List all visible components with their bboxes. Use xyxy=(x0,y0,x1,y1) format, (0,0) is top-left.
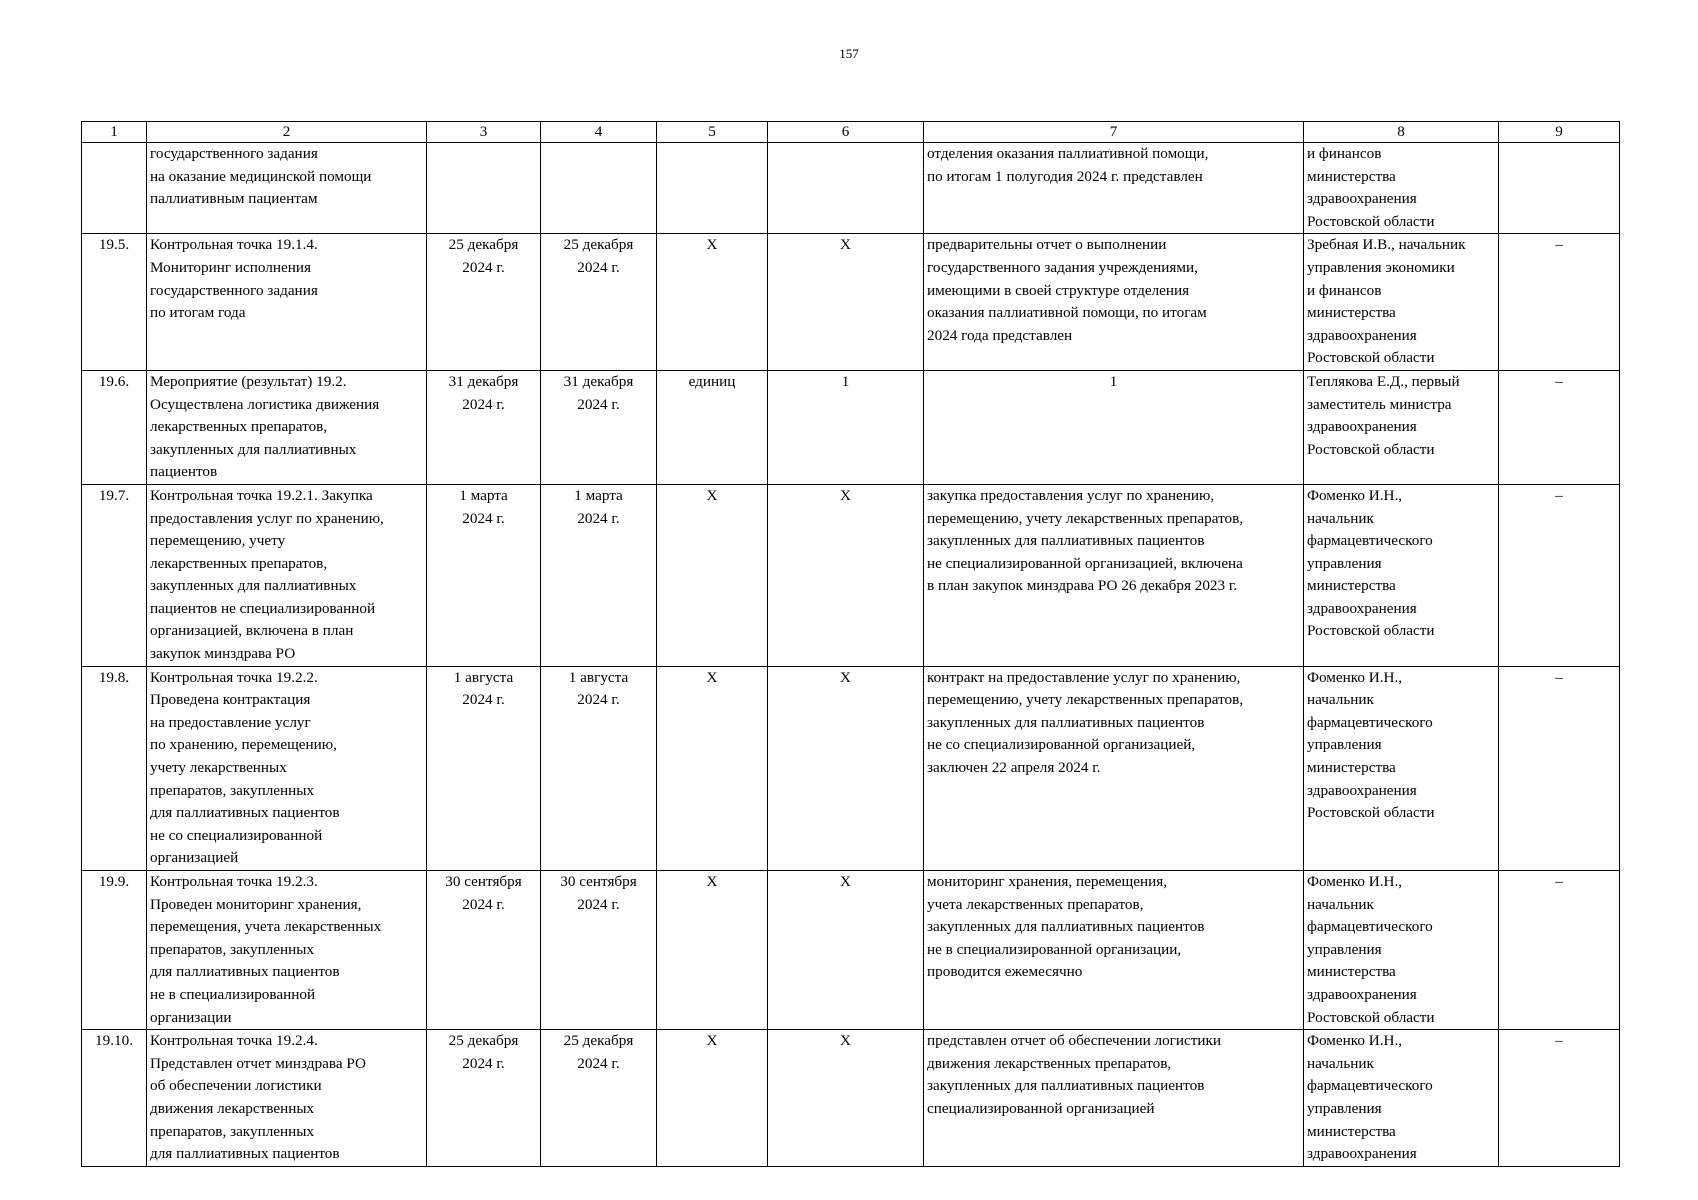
cell-line: движения лекарственных xyxy=(150,1099,315,1117)
value-cell: 1 xyxy=(768,370,924,484)
cell-line: 2024 г. xyxy=(577,691,620,709)
activity-name-cell xyxy=(147,1030,427,1167)
cell-line: движения лекарственных препаратов, xyxy=(927,1054,1172,1072)
cell-line: фармацевтического xyxy=(1307,918,1433,936)
cell-line: фармацевтического xyxy=(1307,1077,1433,1095)
cell-line: не в специализированной организации, xyxy=(927,940,1182,958)
cell-line: 2024 г. xyxy=(462,895,505,913)
responsible-person-cell xyxy=(1304,370,1499,484)
cell-line: закупленных для паллиативных xyxy=(150,440,357,458)
cell-line: организации xyxy=(150,1008,232,1026)
cell-line: препаратов, закупленных xyxy=(150,1122,315,1140)
cell-line: для паллиативных пациентов xyxy=(150,1145,340,1163)
cell-line: 31 декабря xyxy=(448,372,519,390)
cell-line: контракт на предоставление услуг по хранению, xyxy=(927,668,1241,686)
cell-line: 2024 г. xyxy=(462,509,505,527)
table-row xyxy=(82,1030,1620,1167)
cell-line: в план закупок минздрава РО 26 декабря 2023 г. xyxy=(927,577,1238,595)
start-date-cell xyxy=(427,666,541,870)
cell-line: здравоохранения xyxy=(1307,190,1417,208)
cell-line: лекарственных препаратов, xyxy=(150,418,328,436)
value-cell xyxy=(768,143,924,234)
cell-line: 2024 г. xyxy=(577,509,620,527)
column-header: 9 xyxy=(1499,122,1620,143)
value-cell: Х xyxy=(768,666,924,870)
table-body xyxy=(82,143,1620,1167)
cell-line: для паллиативных пациентов xyxy=(150,804,340,822)
cell-line: Контрольная точка 19.2.2. xyxy=(150,668,318,686)
activity-name-cell xyxy=(147,143,427,234)
cell-line: специализированной организацией xyxy=(927,1099,1155,1117)
cell-line: министерства xyxy=(1307,167,1396,185)
column-header: 5 xyxy=(657,122,768,143)
row-number-cell: 19.10. xyxy=(82,1030,147,1167)
result-description-cell xyxy=(924,143,1304,234)
cell-line: 2024 г. xyxy=(462,395,505,413)
cell-line: и финансов xyxy=(1307,145,1382,162)
cell-line: проводится ежемесячно xyxy=(927,963,1083,981)
cell-line: закупок минздрава РО xyxy=(150,645,296,663)
note-cell: – xyxy=(1499,666,1620,870)
cell-line: 25 декабря xyxy=(448,236,519,254)
cell-line: закупленных для паллиативных пациентов xyxy=(927,713,1205,731)
row-number-cell: 19.8. xyxy=(82,666,147,870)
cell-line: здравоохранения xyxy=(1307,781,1417,799)
cell-line: 30 сентября xyxy=(445,873,522,890)
start-date-cell xyxy=(427,143,541,234)
row-number-cell: 19.6. xyxy=(82,370,147,484)
cell-line: не в специализированной xyxy=(150,985,316,1003)
unit-cell: Х xyxy=(657,1030,768,1167)
page-number: 157 xyxy=(839,46,859,61)
cell-line: Зребная И.В., начальник xyxy=(1307,236,1466,254)
cell-line: по итогам года xyxy=(150,304,246,322)
cell-line: заместитель министра xyxy=(1307,395,1452,413)
cell-line: и финансов xyxy=(1307,281,1382,299)
unit-cell: Х xyxy=(657,666,768,870)
cell-line: перемещению, учету xyxy=(150,532,286,550)
cell-line: государственного задания xyxy=(150,145,318,162)
cell-line: Фоменко И.Н., xyxy=(1307,873,1403,890)
start-date-cell xyxy=(427,234,541,371)
cell-line: оказания паллиативной помощи, по итогам xyxy=(927,304,1207,322)
cell-line: закупленных для паллиативных пациентов xyxy=(927,532,1205,550)
cell-line: Ростовской области xyxy=(1307,622,1435,640)
cell-line: Фоменко И.Н., xyxy=(1307,668,1403,686)
cell-line: не со специализированной организацией, xyxy=(927,736,1196,754)
value-cell: Х xyxy=(768,1030,924,1167)
cell-line: не специализированной организацией, включена xyxy=(927,554,1243,572)
start-date-cell xyxy=(427,370,541,484)
cell-line: 1 xyxy=(1109,372,1118,390)
value-cell: Х xyxy=(768,871,924,1030)
cell-line: 2024 г. xyxy=(577,258,620,276)
cell-line: Ростовской области xyxy=(1307,804,1435,822)
activity-name-cell xyxy=(147,666,427,870)
cell-line: государственного задания учреждениями, xyxy=(927,258,1198,276)
activity-name-cell xyxy=(147,234,427,371)
cell-line: фармацевтического xyxy=(1307,713,1433,731)
cell-line: имеющими в своей структуре отделения xyxy=(927,281,1190,299)
unit-cell: единиц xyxy=(657,370,768,484)
cell-line: организацией, включена в план xyxy=(150,622,354,640)
cell-line: 1 марта xyxy=(459,486,508,504)
cell-line: 30 сентября xyxy=(560,873,637,890)
cell-line: по хранению, перемещению, xyxy=(150,736,337,754)
cell-line: Контрольная точка 19.2.4. xyxy=(150,1032,318,1050)
cell-line: управления xyxy=(1307,736,1382,754)
result-description-cell xyxy=(924,871,1304,1030)
cell-line: заключен 22 апреля 2024 г. xyxy=(927,759,1101,777)
cell-line: на оказание медицинской помощи xyxy=(150,167,372,185)
cell-line: 31 декабря xyxy=(563,372,634,390)
column-header: 8 xyxy=(1304,122,1499,143)
cell-line: министерства xyxy=(1307,759,1396,777)
cell-line: Ростовской области xyxy=(1307,440,1435,458)
cell-line: здравоохранения xyxy=(1307,1145,1417,1163)
unit-cell: Х xyxy=(657,234,768,371)
cell-line: предварительны отчет о выполнении xyxy=(927,236,1167,254)
cell-line: 2024 г. xyxy=(462,258,505,276)
cell-line: начальник xyxy=(1307,691,1374,709)
cell-line: 2024 г. xyxy=(577,895,620,913)
cell-line: Представлен отчет минздрава РО xyxy=(150,1054,366,1072)
cell-line: закупленных для паллиативных пациентов xyxy=(927,918,1205,936)
row-number-cell xyxy=(82,143,147,234)
result-description-cell xyxy=(924,666,1304,870)
cell-line: перемещению, учету лекарственных препаратов, xyxy=(927,691,1244,709)
table-row xyxy=(82,234,1620,371)
result-description-cell xyxy=(924,484,1304,666)
cell-line: Фоменко И.Н., xyxy=(1307,1032,1403,1050)
cell-line: перемещению, учету лекарственных препаратов, xyxy=(927,509,1244,527)
cell-line: 2024 г. xyxy=(577,395,620,413)
activity-name-cell xyxy=(147,484,427,666)
cell-line: пациентов не специализированной xyxy=(150,599,376,617)
cell-line: государственного задания xyxy=(150,281,318,299)
column-header: 4 xyxy=(541,122,657,143)
result-description-cell xyxy=(924,1030,1304,1167)
start-date-cell xyxy=(427,484,541,666)
cell-line: 25 декабря xyxy=(563,236,634,254)
end-date-cell xyxy=(541,143,657,234)
column-header: 1 xyxy=(82,122,147,143)
cell-line: представлен отчет об обеспечении логистики xyxy=(927,1032,1222,1050)
cell-line: закупленных для паллиативных xyxy=(150,577,357,595)
value-cell: Х xyxy=(768,234,924,371)
cell-line: закупка предоставления услуг по хранению, xyxy=(927,486,1215,504)
column-header: 3 xyxy=(427,122,541,143)
cell-line: отделения оказания паллиативной помощи, xyxy=(927,145,1209,162)
table-row xyxy=(82,666,1620,870)
cell-line: 1 августа xyxy=(453,668,514,686)
note-cell: – xyxy=(1499,871,1620,1030)
responsible-person-cell xyxy=(1304,1030,1499,1167)
cell-line: учета лекарственных препаратов, xyxy=(927,895,1144,913)
cell-line: здравоохранения xyxy=(1307,418,1417,436)
cell-line: Фоменко И.Н., xyxy=(1307,486,1403,504)
column-number-row xyxy=(82,122,1620,143)
cell-line: начальник xyxy=(1307,1054,1374,1072)
cell-line: Мониторинг исполнения xyxy=(150,258,311,276)
cell-line: Ростовской области xyxy=(1307,349,1435,367)
cell-line: Ростовской области xyxy=(1307,212,1435,230)
activity-name-cell xyxy=(147,370,427,484)
note-cell xyxy=(1499,143,1620,234)
cell-line: 25 декабря xyxy=(563,1032,634,1050)
cell-line: министерства xyxy=(1307,304,1396,322)
cell-line: фармацевтического xyxy=(1307,532,1433,550)
cell-line: 25 декабря xyxy=(448,1032,519,1050)
note-cell: – xyxy=(1499,370,1620,484)
responsible-person-cell xyxy=(1304,666,1499,870)
table-row xyxy=(82,871,1620,1030)
column-header: 6 xyxy=(768,122,924,143)
cell-line: здравоохранения xyxy=(1307,326,1417,344)
cell-line: министерства xyxy=(1307,963,1396,981)
cell-line: управления экономики xyxy=(1307,258,1455,276)
table-row xyxy=(82,370,1620,484)
cell-line: здравоохранения xyxy=(1307,985,1417,1003)
cell-line: управления xyxy=(1307,940,1382,958)
cell-line: министерства xyxy=(1307,577,1396,595)
column-header: 7 xyxy=(924,122,1304,143)
responsible-person-cell xyxy=(1304,143,1499,234)
cell-line: не со специализированной xyxy=(150,826,323,844)
cell-line: Контрольная точка 19.2.1. Закупка xyxy=(150,486,373,504)
cell-line: предоставления услуг по хранению, xyxy=(150,509,384,527)
cell-line: министерства xyxy=(1307,1122,1396,1140)
cell-line: препаратов, закупленных xyxy=(150,940,315,958)
cell-line: 2024 г. xyxy=(462,691,505,709)
cell-line: организацией xyxy=(150,849,239,867)
cell-line: закупленных для паллиативных пациентов xyxy=(927,1077,1205,1095)
cell-line: перемещения, учета лекарственных xyxy=(150,918,382,936)
end-date-cell xyxy=(541,370,657,484)
note-cell: – xyxy=(1499,1030,1620,1167)
table-row xyxy=(82,484,1620,666)
cell-line: лекарственных препаратов, xyxy=(150,554,328,572)
cell-line: 1 августа xyxy=(568,668,629,686)
result-description-cell xyxy=(924,234,1304,371)
start-date-cell xyxy=(427,871,541,1030)
cell-line: Контрольная точка 19.1.4. xyxy=(150,236,318,254)
unit-cell: Х xyxy=(657,871,768,1030)
cell-line: 2024 г. xyxy=(577,1054,620,1072)
cell-line: управления xyxy=(1307,554,1382,572)
table-row xyxy=(82,143,1620,234)
cell-line: мониторинг хранения, перемещения, xyxy=(927,873,1168,890)
cell-line: Теплякова Е.Д., первый xyxy=(1307,372,1460,390)
cell-line: 2024 года представлен xyxy=(927,326,1073,344)
cell-line: Проведена контрактация xyxy=(150,691,311,709)
cell-line: 1 марта xyxy=(574,486,623,504)
end-date-cell xyxy=(541,1030,657,1167)
note-cell: – xyxy=(1499,234,1620,371)
row-number-cell: 19.5. xyxy=(82,234,147,371)
end-date-cell xyxy=(541,871,657,1030)
row-number-cell: 19.7. xyxy=(82,484,147,666)
cell-line: Контрольная точка 19.2.3. xyxy=(150,873,318,890)
note-cell: – xyxy=(1499,484,1620,666)
end-date-cell xyxy=(541,234,657,371)
cell-line: начальник xyxy=(1307,509,1374,527)
result-description-cell xyxy=(924,370,1304,484)
cell-line: на предоставление услуг xyxy=(150,713,311,731)
unit-cell: Х xyxy=(657,484,768,666)
cell-line: Осуществлена логистика движения xyxy=(150,395,380,413)
plan-table xyxy=(81,121,1620,1167)
cell-line: для паллиативных пациентов xyxy=(150,963,340,981)
cell-line: Проведен мониторинг хранения, xyxy=(150,895,362,913)
responsible-person-cell xyxy=(1304,871,1499,1030)
value-cell: Х xyxy=(768,484,924,666)
cell-line: Мероприятие (результат) 19.2. xyxy=(150,372,347,390)
unit-cell xyxy=(657,143,768,234)
responsible-person-cell xyxy=(1304,234,1499,371)
activity-name-cell xyxy=(147,871,427,1030)
cell-line: управления xyxy=(1307,1099,1382,1117)
cell-line: 2024 г. xyxy=(462,1054,505,1072)
cell-line: паллиативным пациентам xyxy=(150,190,318,208)
responsible-person-cell xyxy=(1304,484,1499,666)
cell-line: здравоохранения xyxy=(1307,599,1417,617)
cell-line: препаратов, закупленных xyxy=(150,781,315,799)
cell-line: учету лекарственных xyxy=(150,759,287,777)
cell-line: начальник xyxy=(1307,895,1374,913)
cell-line: об обеспечении логистики xyxy=(150,1077,322,1095)
end-date-cell xyxy=(541,484,657,666)
cell-line: пациентов xyxy=(150,463,218,481)
cell-line: Ростовской области xyxy=(1307,1008,1435,1026)
cell-line: по итогам 1 полугодия 2024 г. представлен xyxy=(927,167,1203,185)
start-date-cell xyxy=(427,1030,541,1167)
row-number-cell: 19.9. xyxy=(82,871,147,1030)
column-header: 2 xyxy=(147,122,427,143)
end-date-cell xyxy=(541,666,657,870)
